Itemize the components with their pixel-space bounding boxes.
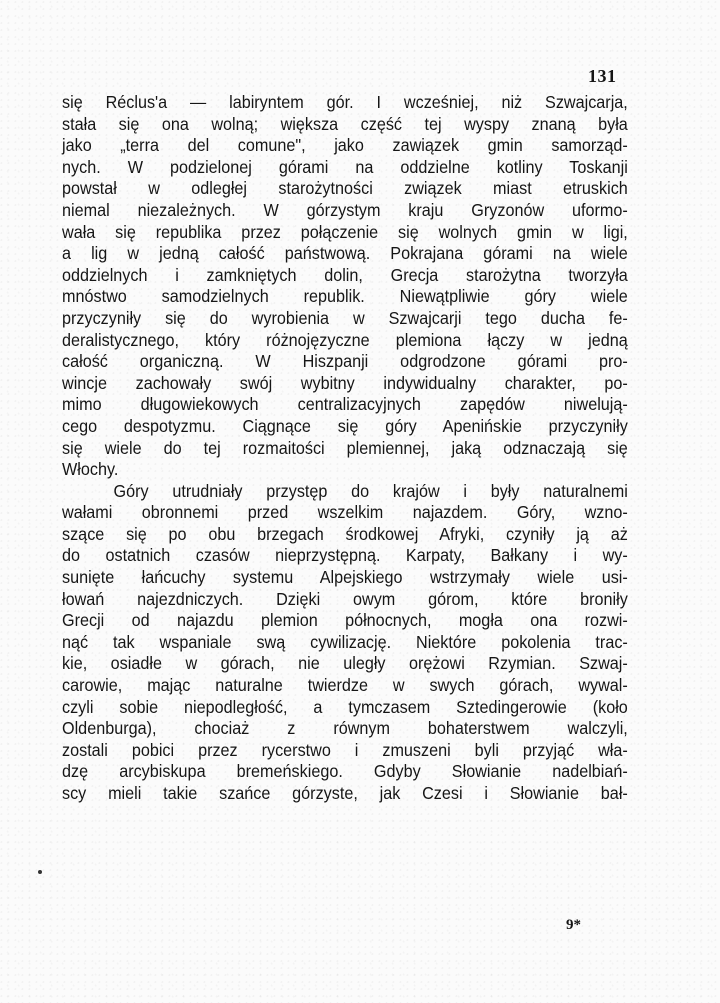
- text-line: szące się po obu brzegach środkowej Afryki, czyniły ją aż: [62, 523, 628, 544]
- text-line: do ostatnich czasów nieprzystępną. Karpaty, Bałkany i wy-: [62, 545, 628, 566]
- text-line: mimo długowiekowych centralizacyjnych zapędów niwelują-: [62, 394, 628, 415]
- text-line: wincje zachowały swój wybitny indywidualny charakter, po-: [62, 372, 628, 393]
- text-line: cego despotyzmu. Ciągnące się góry Apenińskie przyczyniły: [62, 415, 628, 436]
- text-line: kie, osiadłe w górach, nie uległy orężowi Rzymian. Szwaj-: [62, 653, 628, 674]
- text-line: stała się ona wolną; większa część tej wyspy znaną była: [62, 113, 628, 134]
- text-line: carowie, mając naturalne twierdze w swych górach, wywal-: [62, 675, 628, 696]
- text-line: wałami obronnemi przed wszelkim najazdem. Góry, wzno-: [62, 502, 628, 523]
- text-line: zostali pobici przez rycerstwo i zmuszeni byli przyjąć wła-: [62, 739, 628, 760]
- paragraph-end-line: Włochy.: [62, 459, 119, 480]
- paragraph-start-line: Góry utrudniały przystęp do krajów i były naturalnemi: [113, 480, 628, 501]
- text-line: wała się republika przez połączenie się wolnych gmin w ligi,: [62, 221, 628, 242]
- text-line: a lig w jedną całość państwową. Pokrajana górami na wiele: [62, 243, 628, 264]
- text-line: się Réclus'a — labiryntem gór. I wcześniej, niż Szwajcarja,: [62, 92, 628, 112]
- printer-signature: 9*: [566, 917, 581, 933]
- text-line: nych. W podzielonej górami na oddzielne kotliny Toskanji: [62, 156, 628, 177]
- text-line: oddzielnych i zamkniętych dolin, Grecja starożytna tworzyła: [62, 264, 628, 285]
- text-line: łowań najezdniczych. Dzięki owym górom, które broniły: [62, 588, 628, 609]
- text-line: powstał w odległej starożytności związek miast etruskich: [62, 178, 628, 199]
- margin-mark: [38, 870, 42, 874]
- text-line: Oldenburga), chociaż z równym bohaterstwem walczyli,: [62, 718, 628, 739]
- text-line: się wiele do tej rozmaitości plemiennej, jaką odznaczają się: [62, 437, 628, 458]
- text-line: mnóstwo samodzielnych republik. Niewątpliwie góry wiele: [62, 286, 628, 307]
- text-line: przyczyniły się do wyrobienia w Szwajcarji tego ducha fe-: [62, 307, 628, 328]
- text-line: sunięte łańcuchy systemu Alpejskiego wstrzymały wiele usi-: [62, 567, 628, 588]
- page-number: 131: [588, 66, 617, 86]
- text-line: całość organiczną. W Hiszpanji odgrodzone górami pro-: [62, 351, 628, 372]
- text-line: nąć tak wspaniale swą cywilizację. Niektóre pokolenia trac-: [62, 631, 628, 652]
- text-line: scy mieli takie szańce górzyste, jak Czesi i Słowianie bał-: [62, 783, 628, 803]
- text-line: Grecji od najazdu plemion północnych, mogła ona rozwi-: [62, 610, 628, 631]
- text-line: dzę arcybiskupa bremeńskiego. Gdyby Słowianie nadelbiań-: [62, 761, 628, 782]
- text-line: niemal niezależnych. W górzystym kraju Gryzonów uformo-: [62, 199, 628, 220]
- text-line: deralistycznego, który różnojęzyczne plemiona łączy w jedną: [62, 329, 628, 350]
- text-line: jako „terra del comune", jako zawiązek gmin samorząd-: [62, 135, 628, 156]
- body-text: [62, 92, 628, 805]
- text-line: czyli sobie niepodległość, a tymczasem Sztedingerowie (koło: [62, 696, 628, 717]
